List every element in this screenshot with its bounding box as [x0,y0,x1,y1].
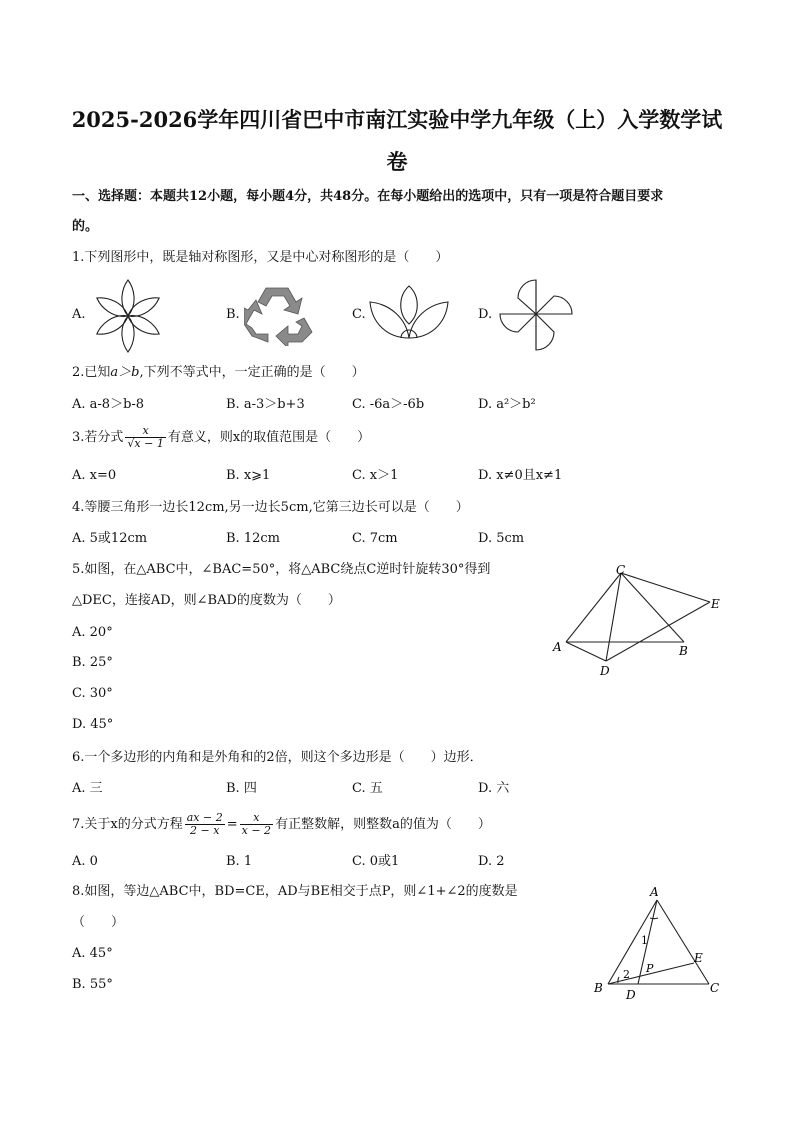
q3-fraction-numerator: x [125,425,165,438]
point-e-label: E [711,597,720,611]
q7-option-d: D. 2 [478,854,505,869]
q2-stem-end: ,下列不等式中，一定正确的是（ ） [139,365,365,380]
q4-option-b: B. 12cm [226,531,280,546]
q7-right-denominator: x − 2 [241,824,272,837]
question-8-stem: 8.如图，等边△ABC中，BD=CE，AD与BE相交于点P，则∠1+∠2的度数是 [72,884,518,899]
q3-option-a: A. x=0 [72,468,117,483]
q7-option-c: C. 0或1 [352,854,400,869]
q4-option-d: D. 5cm [478,531,525,546]
q3-option-c: C. x＞1 [352,468,399,483]
q6-option-a: A. 三 [72,781,103,796]
eq-point-a-label: A [650,885,659,899]
recycle-arrows-icon [244,284,314,346]
q2-option-d: D. a²＞b² [478,397,536,412]
q2-stem-start: 2.已知 [72,365,111,380]
q7-stem-end: 有正整数解，则整数a的值为（ ） [275,817,491,832]
q3-option-b: B. x⩾1 [226,468,271,483]
section-instructions-continued: 的。 [72,219,99,234]
q5-option-c: C. 30° [72,686,113,701]
q3-fraction-denominator: √x − 1 [127,437,164,450]
eq-point-p-label: P [646,962,654,975]
eq-point-d-label: D [626,988,636,1002]
angle-1-label: 1 [641,934,648,947]
q3-stem-start: 3.若分式 [72,430,124,445]
q7-right-numerator: x [240,812,273,825]
q4-option-a: A. 5或12cm [72,531,148,546]
q7-fraction-left [185,812,225,837]
question-5-stem: 5.如图，在△ABC中，∠BAC=50°，将△ABC绕点C逆时针旋转30°得到 [72,562,491,577]
q2-option-a: A. a-8＞b-8 [72,397,145,412]
flower-icon [90,278,166,354]
q8-option-b: B. 55° [72,977,113,992]
question-6-stem: 6.一个多边形的内角和是外角和的2倍，则这个多边形是（ ）边形． [72,750,483,765]
q3-option-d: D. x≠0且x≠1 [478,468,563,483]
q5-option-b: B. 25° [72,655,113,670]
rotation-triangle-diagram [548,560,728,682]
question-7-stem [72,812,491,838]
eq-point-e-label: E [694,951,703,965]
q5-option-a: A. 20° [72,625,113,640]
question-4-stem: 4.等腰三角形一边长12cm,另一边长5cm,它第三边长可以是（ ） [72,500,469,515]
q6-option-b: B. 四 [226,781,257,796]
lotus-icon [368,284,450,342]
angle-2-label: 2 [623,968,630,981]
section-instructions: 一、选择题：本题共12小题，每小题4分，共48分。在每小题给出的选项中，只有一项是符合题目要求 [72,189,664,204]
q2-option-b: B. a-3＞b+3 [226,397,305,412]
q7-fraction-right [240,812,273,837]
pinwheel-icon [496,278,576,352]
question-5-stem-continued: △DEC，连接AD，则∠BAD的度数为（ ） [72,593,341,608]
q4-option-c: C. 7cm [352,531,398,546]
point-b-label: B [679,644,688,658]
q7-option-b: B. 1 [226,854,253,869]
q6-option-c: C. 五 [352,781,383,796]
q2-option-c: C. -6a＞-6b [352,397,425,412]
q1-option-d-label: D. [478,307,493,322]
point-a-label: A [553,640,562,654]
q7-left-denominator: 2 − x [190,824,220,837]
question-2-stem [72,365,365,381]
q7-stem-start: 7.关于x的分式方程 [72,817,183,832]
q5-option-d: D. 45° [72,717,114,732]
q8-option-a: A. 45° [72,946,113,961]
eq-point-b-label: B [594,981,603,995]
exam-title-continued: 卷 [386,149,408,174]
question-1-stem: 1.下列图形中，既是轴对称图形，又是中心对称图形的是（ ） [72,250,449,265]
q7-option-a: A. 0 [72,854,98,869]
point-c-label: C [616,563,626,577]
q3-fraction [125,425,165,450]
exam-title: 2025-2026学年四川省巴中市南江实验中学九年级（上）入学数学试 [71,107,723,132]
q1-option-c-label: C. [352,307,366,322]
q1-option-b-label: B. [226,307,240,322]
q7-equals: = [226,817,238,832]
q1-option-a-label: A. [72,307,86,322]
equilateral-triangle-diagram [584,882,734,1004]
q6-option-d: D. 六 [478,781,510,796]
q3-stem-end: 有意义，则x的取值范围是（ ） [167,430,371,445]
question-3-stem [72,425,370,450]
q7-left-numerator: ax − 2 [186,811,223,824]
eq-point-c-label: C [710,981,720,995]
point-d-label: D [600,664,610,678]
question-8-stem-continued: （ ） [72,915,125,930]
q2-condition: a＞b [110,365,140,380]
